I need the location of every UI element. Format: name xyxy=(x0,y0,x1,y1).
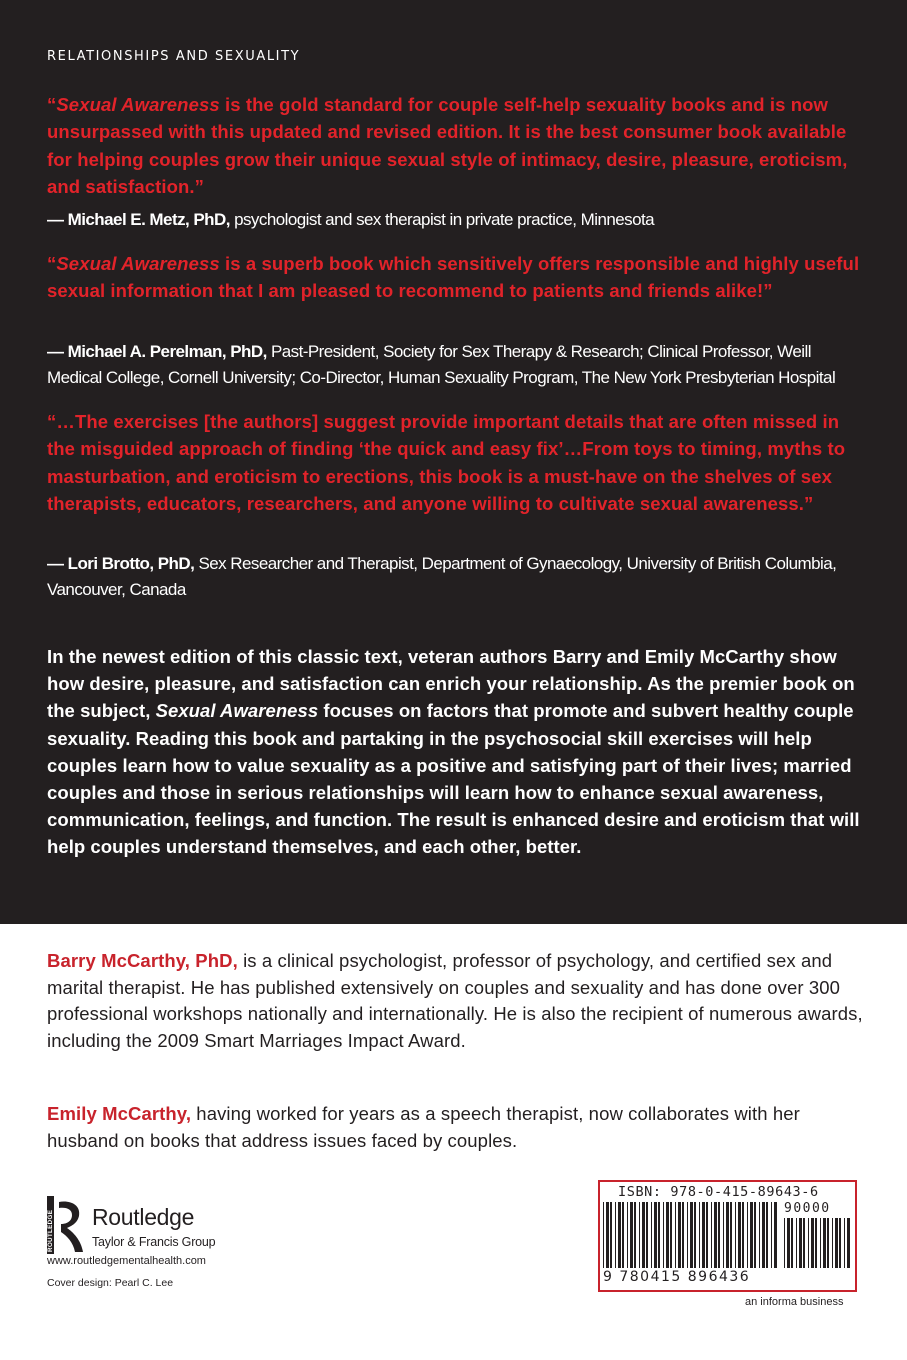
routledge-logo-icon xyxy=(47,1196,87,1261)
barcode-bar xyxy=(627,1202,628,1268)
quote-author: — Lori Brotto, PhD, xyxy=(47,554,195,573)
book-title: Sexual Awareness xyxy=(56,94,220,115)
informa-tagline: an informa business xyxy=(745,1296,844,1308)
barcode-bar xyxy=(658,1202,660,1268)
barcode-bar xyxy=(639,1202,640,1268)
quote-2: “Sexual Awareness is a superb book which sensitively offers responsible and highly useful sexual information that I am pleased to recommend to patients and friends alike!” xyxy=(47,253,860,302)
publisher-url[interactable]: www.routledgementalhealth.com xyxy=(47,1255,206,1267)
barcode-bar xyxy=(606,1202,609,1268)
barcode-bar xyxy=(610,1202,612,1268)
barcode-bar xyxy=(699,1202,700,1268)
ean-barcode xyxy=(603,1202,779,1268)
barcode-bar xyxy=(815,1218,817,1268)
quote-1-attribution: — Michael E. Metz, PhD, psychologist and sex therapist in private practice, Minnesota xyxy=(47,210,655,229)
barcode-bar xyxy=(663,1202,664,1268)
barcode-bar xyxy=(634,1202,636,1268)
barcode-bar xyxy=(750,1202,753,1268)
barcode-bar xyxy=(747,1202,748,1268)
barcode-bar xyxy=(726,1202,729,1268)
barcode-bar xyxy=(718,1202,720,1268)
book-description: In the newest edition of this classic text, veteran authors Barry and Emily McCarthy show how desire, pleasure, and satisfaction can enrich your relationship. As the premier book on the subject, Sexual Awareness focuses on factors that promote and subvert healthy couple sexuality. Reading this book and partaking in the psychosocial skill exercises will help couples learn how to value sexuality as a positive and satisfying part of their lives; married couples and those in serious relationships will learn how to enhance sexual awareness, communication, feelings, and function. The result is enhanced desire and eroticism that will help couples understand themselves, and each other, better. xyxy=(47,646,860,858)
barcode-bar xyxy=(735,1202,736,1268)
barcode-bar xyxy=(774,1202,777,1268)
barcode-bar xyxy=(711,1202,712,1268)
barcode-bar xyxy=(687,1202,688,1268)
barcode-bar xyxy=(803,1218,805,1268)
barcode-bar xyxy=(730,1202,732,1268)
barcode-bar xyxy=(835,1218,838,1268)
barcode-bar xyxy=(690,1202,693,1268)
barcode-bar xyxy=(622,1202,624,1268)
cover-design-credit: Cover design: Pearl C. Lee xyxy=(47,1277,174,1289)
barcode-bar xyxy=(784,1218,785,1268)
barcode-bar xyxy=(630,1202,633,1268)
barcode-bar xyxy=(844,1218,845,1268)
barcode-bar xyxy=(823,1218,826,1268)
barcode-bar xyxy=(839,1218,841,1268)
barcode-bar xyxy=(654,1202,657,1268)
barcode-bar xyxy=(796,1218,797,1268)
quote-3: “…The exercises [the authors] suggest provide important details that are often missed in the misguided approach of finding ‘the quick and easy fix’…From toys to timing, myths to masturbation, and eroticism to erections, this book is a must-have on the shelves of sex therapists, educators, researchers, and anyone willing to cultivate sexual awareness.” xyxy=(47,411,846,514)
barcode-bar xyxy=(603,1202,604,1268)
barcode-bar xyxy=(678,1202,681,1268)
barcode-bar xyxy=(618,1202,621,1268)
addon-barcode xyxy=(784,1218,850,1268)
quote-3-attribution: — Lori Brotto, PhD, Sex Researcher and Therapist, Department of Gynaecology, University of British Columbia, Vancouver, Canada xyxy=(47,554,837,599)
barcode-bar xyxy=(651,1202,652,1268)
author-bio-emily: Emily McCarthy, having worked for years as a speech therapist, now collaborates with her husband on books that address issues faced by couples. xyxy=(47,1103,800,1151)
price-code: 90000 xyxy=(784,1201,831,1216)
ean-digits: 9 780415 896436 xyxy=(603,1269,751,1285)
barcode-bar xyxy=(771,1202,772,1268)
barcode-bar xyxy=(723,1202,724,1268)
author-name: Emily McCarthy, xyxy=(47,1103,192,1124)
barcode-bar xyxy=(811,1218,814,1268)
barcode-bar xyxy=(799,1218,802,1268)
category-label: RELATIONSHIPS AND SEXUALITY xyxy=(47,49,301,64)
barcode-bar xyxy=(847,1218,850,1268)
barcode-bar xyxy=(675,1202,676,1268)
quote-author: — Michael E. Metz, PhD, xyxy=(47,210,230,229)
barcode-bar xyxy=(827,1218,829,1268)
barcode-bar xyxy=(702,1202,705,1268)
barcode-bar xyxy=(714,1202,717,1268)
barcode-bar xyxy=(762,1202,765,1268)
author-name: Barry McCarthy, PhD, xyxy=(47,950,238,971)
barcode-bar xyxy=(754,1202,756,1268)
barcode-bar xyxy=(787,1218,790,1268)
publisher-name: Routledge xyxy=(92,1204,195,1230)
barcode-bar xyxy=(738,1202,741,1268)
book-title: Sexual Awareness xyxy=(56,253,220,274)
quote-author: — Michael A. Perelman, PhD, xyxy=(47,342,267,361)
barcode-bar xyxy=(615,1202,616,1268)
isbn-number: ISBN: 978-0-415-89643-6 xyxy=(618,1184,819,1200)
book-title: Sexual Awareness xyxy=(155,700,319,722)
barcode-bar xyxy=(666,1202,669,1268)
barcode-bar xyxy=(642,1202,645,1268)
quote-2-attribution: — Michael A. Perelman, PhD, Past-President, Society for Sex Therapy & Research; Clinical Professor, Weill Medical College, Cornell University; Co-Director, Human Sexuality Program, The New York Presbyterian Hospital xyxy=(47,342,836,387)
barcode-bar xyxy=(706,1202,708,1268)
barcode-bar xyxy=(832,1218,833,1268)
barcode-bar xyxy=(742,1202,744,1268)
quote-1: “Sexual Awareness is the gold standard for couple self-help sexuality books and is now unsurpassed with this updated and revised edition. It is the best consumer book available for helping couples grow their unique sexual style of intimacy, desire, pleasure, eroticism, and satisfaction.” xyxy=(47,94,848,197)
author-bio-barry: Barry McCarthy, PhD, is a clinical psychologist, professor of psychology, and certified sex and marital therapist. He has published extensively on couples and sexuality and has done over 300 professional workshops nationally and internationally. He is also the recipient of numerous awards, including the 2009 Smart Marriages Impact Award. xyxy=(47,950,863,1052)
publisher-group: Taylor & Francis Group xyxy=(92,1235,216,1249)
barcode-bar xyxy=(766,1202,768,1268)
svg-text:ROUTLEDGE: ROUTLEDGE xyxy=(47,1209,54,1252)
barcode-bar xyxy=(759,1202,760,1268)
barcode-bar xyxy=(682,1202,684,1268)
barcode-bar xyxy=(820,1218,821,1268)
barcode-bar xyxy=(670,1202,672,1268)
barcode-bar xyxy=(808,1218,809,1268)
barcode-bar xyxy=(791,1218,793,1268)
barcode-bar xyxy=(646,1202,648,1268)
barcode-bar xyxy=(694,1202,696,1268)
